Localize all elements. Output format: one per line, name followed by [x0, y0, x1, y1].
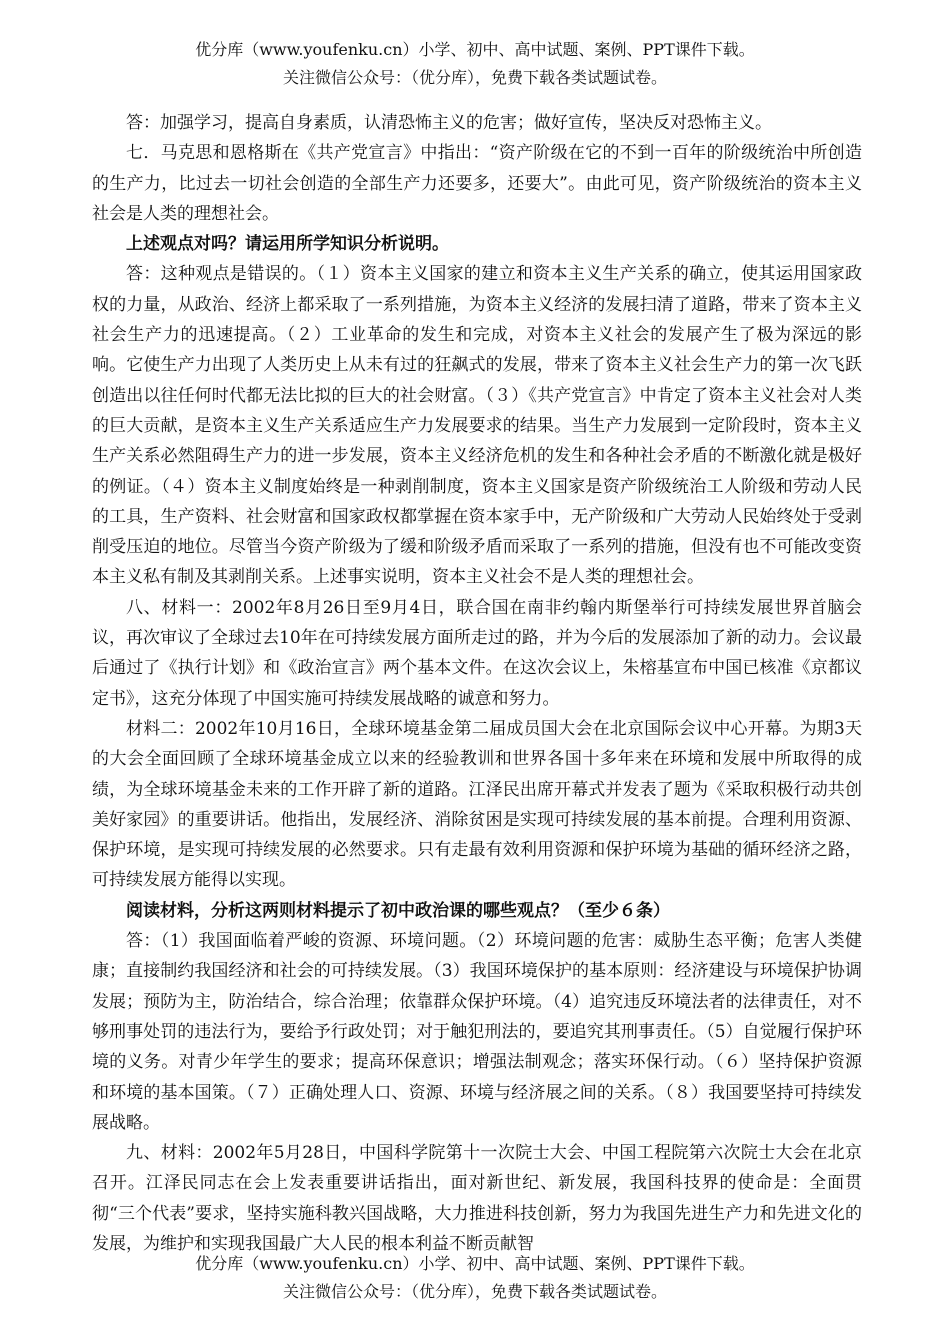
page-header — [0, 36, 950, 92]
question-8-prompt: 阅读材料，分析这两则材料提示了初中政治课的哪些观点？（至少６条） — [126, 900, 670, 921]
document-body — [92, 108, 862, 1259]
material-1-paragraph: 八、材料一：2002年8月26日至9月4日，联合国在南非约翰内斯堡举行可持续发展世界首脑会议，再次审议了全球过去10年在可持续发展方面所走过的路，并为今后的发展添加了新的动力。会议最后通过了《执行计划》和《政治宣言》两个基本文件。在这次会议上，朱榕基宣布中国已核准《京都议定书》，这充分体现了中国实施可持续发展战略的诚意和努力。 — [92, 597, 862, 709]
answer-paragraph-8: 答：（1）我国面临着严峻的资源、环境问题。（2）环境问题的危害：威胁生态平衡；危害人类健康；直接制约我国经济和社会的可持续发展。（3）我国环境保护的基本原则：经济建设与环境保护协调发展；预防为主，防治结合，综合治理；依靠群众保护环境。（4）追究违反环境法者的法律责任，对不够刑事处罚的违法行为，要给予行政处罚；对于触犯刑法的，要追究其刑事责任。（5）自觉履行保护环境的义务。对青少年学生的要求；提高环保意识；增强法制观念；落实环保行动。（６）坚持保护资源和环境的基本国策。（７）正确处理人口、资源、环境与经济展之间的关系。（８）我国要坚持可持续发展战略。 — [92, 931, 862, 1133]
header-line-2: 关注微信公众号：（优分库），免费下载各类试题试卷。 — [282, 68, 667, 87]
page-footer — [0, 1250, 950, 1306]
material-2-paragraph: 材料二：2002年10月16日，全球环境基金第二届成员国大会在北京国际会议中心开幕。为期3天的大会全面回顾了全球环境基金成立以来的经验教训和世界各国十多年来在环境和发展中所取得的成绩，为全球环境基金未来的工作开辟了新的道路。江泽民出席开幕式并发表了题为《采取积极行动共创美好家园》的重要讲话。他指出，发展经济、消除贫困是实现可持续发展的基本前提。合理利用资源、保护环境，是实现可持续发展的必然要求。只有走最有效利用资源和保护环境为基础的循环经济之路，可持续发展方能得以实现。 — [92, 718, 862, 891]
question-9-paragraph: 九、材料：2002年5月28日，中国科学院第十一次院士大会、中国工程院第六次院士大会在北京召开。江泽民同志在会上发表重要讲话指出，面对新世纪、新发展，我国科技界的使命是：全面贯彻“三个代表”要求，坚持实施科教兴国战略，大力推进科技创新，努力为我国先进生产力和先进文化的发展，为维护和实现我国最广大人民的根本利益不断贡献智 — [92, 1143, 862, 1254]
header-line-1: 优分库（www.youfenku.cn）小学、初中、高中试题、案例、PPT课件下载。 — [195, 40, 755, 59]
answer-paragraph-7: 答：这种观点是错误的。（１）资本主义国家的建立和资本主义生产关系的确立，使其运用国家政权的力量，从政治、经济上都采取了一系列措施，为资本主义经济的发展扫清了道路，带来了资本主义社会生产力的迅速提高。（２）工业革命的发生和完成，对资本主义社会的发展产生了极为深远的影响。它使生产力出现了人类历史上从未有过的狂飙式的发展，带来了资本主义社会生产力的第一次飞跃创造出以往任何时代都无法比拟的巨大的社会财富。（３）《共产党宣言》中肯定了资本主义社会对人类的巨大贡献，是资本主义生产关系适应生产力发展要求的结果。当生产力发展到一定阶段时，资本主义生产关系必然阻碍生产力的进一步发展，资本主义经济危机的发生和各种社会矛盾的不断激化就是极好的例证。（４）资本主义制度始终是一种剥削制度，资本主义国家是资产阶级统治工人阶级和劳动人民的工具，生产资料、社会财富和国家政权都掌握在资本家手中，无产阶级和广大劳动人民始终处于受剥削受压迫的地位。尽管当今资产阶级为了缓和阶级矛盾而采取了一系列的措施，但没有也不可能改变资本主义私有制及其剥削关系。上述事实说明，资本主义社会不是人类的理想社会。 — [92, 264, 862, 588]
answer-paragraph-6: 答：加强学习，提高自身素质，认清恐怖主义的危害；做好宣传，坚决反对恐怖主义。 — [126, 113, 772, 133]
footer-line-2: 关注微信公众号：（优分库），免费下载各类试题试卷。 — [282, 1282, 667, 1301]
footer-line-1: 优分库（www.youfenku.cn）小学、初中、高中试题、案例、PPT课件下载。 — [195, 1254, 755, 1273]
question-7-prompt: 上述观点对吗？请运用所学知识分析说明。 — [126, 234, 449, 255]
question-7-paragraph: 七．马克思和恩格斯在《共产党宣言》中指出：“资产阶级在它的不到一百年的阶级统治中所创造的生产力，比过去一切社会创造的全部生产力还要多，还要大”。由此可见，资产阶级统治的资本主义社会是人类的理想社会。 — [92, 143, 862, 224]
